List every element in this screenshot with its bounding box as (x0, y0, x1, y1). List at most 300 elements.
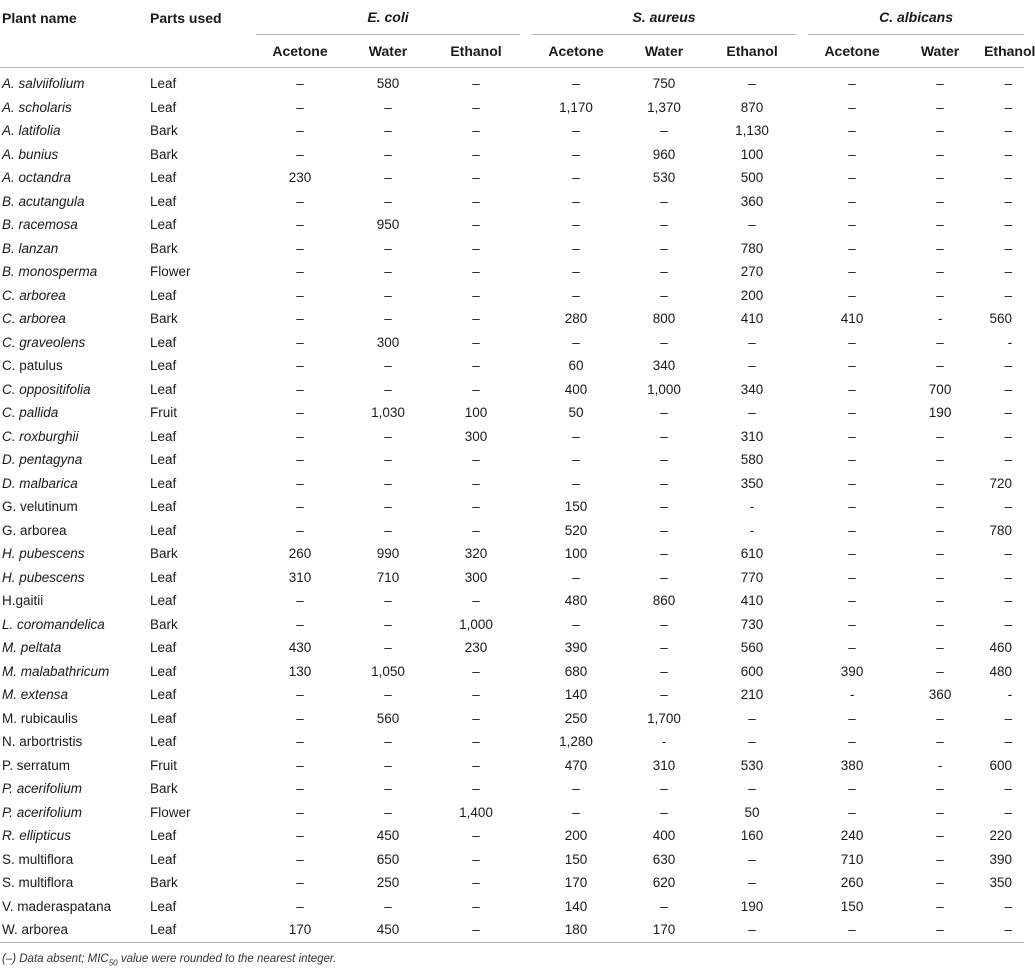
mic-value-cell: – (660, 522, 668, 538)
mic-value-cell: 700 (928, 381, 952, 397)
mic-value-cell: 220 (989, 828, 1013, 844)
mic-value-cell: – (296, 781, 304, 797)
table-row (0, 307, 1024, 331)
mic-value-cell: – (1004, 546, 1013, 562)
mic-value-cell: – (472, 193, 480, 209)
mic-value-cell: 350 (740, 475, 764, 491)
mic-value-cell: 770 (740, 569, 764, 585)
part-used-cell: Leaf (150, 640, 177, 656)
mic-value-cell: - (937, 757, 943, 773)
mic-value-cell: 380 (840, 757, 864, 773)
mic-value-cell: – (848, 217, 856, 233)
mic-value-cell: – (848, 804, 856, 820)
mic-value-cell: – (660, 616, 668, 632)
mic-value-cell: 960 (652, 146, 676, 162)
plant-name-cell: H. pubescens (2, 546, 85, 562)
mic-value-cell: – (748, 875, 756, 891)
mic-value-cell: – (936, 287, 944, 303)
mic-value-cell: – (572, 217, 580, 233)
mic-value-cell: – (848, 710, 856, 726)
mic-value-cell: – (936, 828, 944, 844)
mic-value-cell: – (296, 76, 304, 92)
mic-value-cell: – (384, 898, 392, 914)
mic-value-cell: - (661, 734, 667, 750)
mic-value-cell: – (472, 687, 480, 703)
mic-value-cell: – (936, 475, 944, 491)
plant-name-cell: B. racemosa (2, 217, 78, 233)
mic-value-cell: 450 (344, 918, 432, 942)
mic-value-cell: 50 (568, 405, 584, 421)
mic-value-cell: – (660, 475, 668, 491)
mic-value-cell: – (848, 170, 856, 186)
mic-value-cell: – (748, 217, 756, 233)
mic-value-cell: – (660, 546, 668, 562)
plant-name-cell: C. patulus (2, 358, 63, 374)
mic-value-cell: 260 (288, 546, 312, 562)
mic-value-cell: – (472, 734, 480, 750)
mic-value-cell: – (384, 240, 392, 256)
mic-value-cell: 310 (288, 569, 312, 585)
plant-name-cell: M. rubicaulis (2, 710, 78, 726)
mic-value-cell: – (896, 918, 984, 942)
mic-value-cell: – (1004, 193, 1013, 209)
mic-value-cell: – (572, 146, 580, 162)
mic-value-cell: – (384, 193, 392, 209)
mic-value-cell: 500 (740, 170, 764, 186)
table-row (0, 495, 1024, 519)
mic-value-cell: – (748, 358, 756, 374)
mic-value-cell: – (848, 123, 856, 139)
mic-value-cell: – (472, 264, 480, 280)
solvent-header: Acetone (532, 35, 620, 68)
mic-value-cell: – (1004, 734, 1013, 750)
table-row (0, 260, 1024, 284)
mic-value-cell: – (1004, 123, 1013, 139)
mic-value-cell: - (937, 311, 943, 327)
mic-value-cell: 780 (989, 522, 1013, 538)
table-row (0, 378, 1024, 402)
mic-value-cell: – (748, 851, 756, 867)
mic-value-cell: – (296, 757, 304, 773)
mic-value-cell: – (1004, 616, 1013, 632)
mic-value-cell: 1,280 (559, 734, 593, 750)
plant-name-header: Plant name (2, 10, 77, 26)
mic-value-cell: – (384, 475, 392, 491)
mic-value-cell: 390 (840, 663, 864, 679)
mic-value-cell: – (1004, 381, 1013, 397)
mic-value-cell: – (472, 663, 480, 679)
table-row (0, 119, 1024, 143)
mic-value-cell: – (296, 146, 304, 162)
mic-value-cell: 600 (740, 663, 764, 679)
plant-name-cell: H. pubescens (2, 569, 85, 585)
mic-value-cell: - (749, 522, 755, 538)
mic-value-cell: 190 (928, 405, 952, 421)
mic-value-cell: – (296, 405, 304, 421)
mic-value-cell: – (296, 710, 304, 726)
mic-value-cell: 280 (564, 311, 588, 327)
mic-value-cell: 630 (652, 851, 676, 867)
mic-value-cell: – (660, 781, 668, 797)
mic-value-cell: – (296, 193, 304, 209)
mic-value-cell: 680 (564, 663, 588, 679)
mic-value-cell: - (1007, 334, 1013, 350)
mic-value-cell: – (848, 428, 856, 444)
mic-value-cell: 520 (564, 522, 588, 538)
mic-value-cell: – (296, 311, 304, 327)
mic-value-cell: – (848, 381, 856, 397)
mic-value-cell: – (936, 851, 944, 867)
table-row (0, 68, 1024, 96)
mic-value-cell: – (848, 99, 856, 115)
plant-name-cell: A. octandra (2, 170, 72, 186)
mic-value-cell: – (472, 875, 480, 891)
part-used-cell: Bark (150, 875, 178, 891)
mic-value-cell: 150 (840, 898, 864, 914)
part-used-cell: Leaf (150, 358, 177, 374)
mic-value-cell: – (660, 499, 668, 515)
mic-value-cell: – (848, 358, 856, 374)
mic-value-cell: 350 (989, 875, 1013, 891)
mic-value-cell: – (384, 804, 392, 820)
mic-value-cell: - (749, 499, 755, 515)
mic-value-cell: – (384, 381, 392, 397)
mic-value-cell: – (572, 334, 580, 350)
mic-value-cell: 780 (740, 240, 764, 256)
table-row (0, 166, 1024, 190)
table-row (0, 636, 1024, 660)
mic-value-cell: – (848, 146, 856, 162)
mic-value-cell: – (384, 146, 392, 162)
part-used-cell: Leaf (150, 452, 177, 468)
header-row-groups (0, 0, 1024, 35)
mic-value-cell: – (432, 918, 520, 942)
table-body (0, 68, 1024, 943)
mic-value-cell: – (936, 123, 944, 139)
mic-value-cell: 230 (288, 170, 312, 186)
mic-value-cell: – (848, 76, 856, 92)
mic-value-cell: – (384, 640, 392, 656)
mic-value-cell: – (472, 898, 480, 914)
mic-value-cell: – (572, 569, 580, 585)
mic-value-cell: 300 (464, 569, 488, 585)
mic-value-cell: – (1004, 217, 1013, 233)
mic-value-cell: – (660, 287, 668, 303)
mic-value-cell: – (848, 616, 856, 632)
mic-value-cell: 340 (740, 381, 764, 397)
table-row (0, 143, 1024, 167)
solvent-header: Acetone (256, 35, 344, 68)
mic-value-cell: – (660, 804, 668, 820)
mic-value-cell: 750 (652, 76, 676, 92)
mic-value-cell: 720 (989, 475, 1013, 491)
table-row (0, 824, 1024, 848)
mic-value-cell: – (384, 428, 392, 444)
mic-value-cell: – (1004, 452, 1013, 468)
mic-value-cell: – (1004, 170, 1013, 186)
mic-value-cell: – (472, 710, 480, 726)
mic-value-cell: 200 (564, 828, 588, 844)
part-used-cell: Leaf (150, 663, 177, 679)
mic-value-cell: – (936, 546, 944, 562)
plant-name-cell: P. acerifolium (2, 781, 83, 797)
mic-value-cell: – (472, 287, 480, 303)
plant-name-cell: G. arborea (2, 522, 67, 538)
mic-value-cell: – (472, 757, 480, 773)
part-used-cell: Leaf (150, 569, 177, 585)
mic-value-cell: – (572, 170, 580, 186)
plant-name-cell: C. roxburghii (2, 428, 79, 444)
mic-value-cell: – (384, 452, 392, 468)
mic-value-cell: 450 (376, 828, 400, 844)
mic-value-cell: – (472, 217, 480, 233)
mic-value-cell: 560 (740, 640, 764, 656)
plant-name-cell: A. bunius (2, 146, 59, 162)
part-used-cell: Flower (150, 264, 191, 280)
solvent-header: Ethanol (708, 35, 796, 68)
part-used-cell: Leaf (150, 334, 177, 350)
part-used-cell: Leaf (150, 428, 177, 444)
part-used-cell: Leaf (150, 381, 177, 397)
part-used-cell: Bark (150, 146, 178, 162)
mic-value-cell: – (748, 734, 756, 750)
mic-value-cell: 460 (989, 640, 1013, 656)
mic-value-cell: – (936, 804, 944, 820)
mic-value-cell: – (660, 334, 668, 350)
table-row (0, 237, 1024, 261)
mic-value-cell: – (472, 381, 480, 397)
mic-value-cell: 360 (928, 687, 952, 703)
solvent-header: Ethanol (984, 35, 1024, 68)
mic-value-cell: – (936, 428, 944, 444)
mic-value-cell: – (384, 99, 392, 115)
mic-value-cell: – (572, 264, 580, 280)
mic-value-cell: 1,000 (459, 616, 493, 632)
mic-value-cell: 170 (564, 875, 588, 891)
part-used-cell: Leaf (150, 193, 177, 209)
mic-value-cell: 150 (564, 851, 588, 867)
part-used-cell: Fruit (150, 405, 177, 421)
plant-name-cell: M. malabathricum (2, 663, 110, 679)
mic-value-cell: – (848, 287, 856, 303)
mic-value-cell: – (384, 170, 392, 186)
part-used-cell: Bark (150, 123, 178, 139)
mic-value-cell: – (1004, 804, 1013, 820)
mic-value-cell: 1,130 (735, 123, 769, 139)
mic-value-cell: 100 (564, 546, 588, 562)
table-row (0, 589, 1024, 613)
mic-value-cell: 400 (564, 381, 588, 397)
mic-value-cell: – (1004, 898, 1013, 914)
part-used-cell: Leaf (150, 522, 177, 538)
mic-value-cell: 360 (740, 193, 764, 209)
table-row (0, 801, 1024, 825)
plant-name-cell: M. peltata (2, 640, 62, 656)
footnote-text-end: value were rounded to the nearest integer. (117, 952, 337, 965)
part-used-cell: Leaf (150, 217, 177, 233)
mic-value-cell: 480 (564, 593, 588, 609)
mic-value-cell: – (572, 287, 580, 303)
mic-value-cell: – (748, 334, 756, 350)
mic-value-cell: – (384, 757, 392, 773)
mic-value-cell: 560 (376, 710, 400, 726)
part-used-cell: Leaf (150, 687, 177, 703)
table-row (0, 918, 1024, 942)
mic-value-cell: – (296, 264, 304, 280)
mic-value-cell: – (660, 663, 668, 679)
mic-value-cell: – (748, 405, 756, 421)
mic-value-cell: 950 (376, 217, 400, 233)
table-row (0, 331, 1024, 355)
table-row (0, 213, 1024, 237)
mic-value-cell: 260 (840, 875, 864, 891)
plant-name-cell: N. arbortristis (2, 734, 83, 750)
mic-value-cell: – (472, 358, 480, 374)
mic-value-cell: – (384, 687, 392, 703)
mic-value-cell: 530 (652, 170, 676, 186)
mic-value-cell: 1,050 (371, 663, 405, 679)
mic-value-cell: 340 (652, 358, 676, 374)
mic-value-cell: 410 (840, 311, 864, 327)
mic-value-cell: 190 (740, 898, 764, 914)
table-row (0, 542, 1024, 566)
plant-name-cell: D. pentagyna (2, 452, 83, 468)
mic-value-cell: – (472, 146, 480, 162)
part-used-cell: Bark (150, 616, 178, 632)
mic-value-cell: – (296, 452, 304, 468)
part-used-cell: Leaf (150, 593, 177, 609)
plant-name-cell: V. maderaspatana (2, 898, 112, 914)
part-used-cell: Flower (150, 804, 191, 820)
plant-name-cell: S. multiflora (2, 851, 74, 867)
mic-value-cell: – (472, 522, 480, 538)
mic-value-cell: – (384, 264, 392, 280)
mic-value-cell: 250 (564, 710, 588, 726)
mic-value-cell: - (1007, 687, 1013, 703)
mic-value-cell: – (808, 918, 896, 942)
solvent-header: Water (344, 35, 432, 68)
mic-value-cell: – (472, 452, 480, 468)
mic-value-cell: 180 (532, 918, 620, 942)
group-header-saureus: S. aureus (532, 0, 796, 35)
mic-value-cell: – (848, 264, 856, 280)
mic-value-cell: – (296, 217, 304, 233)
mic-value-cell: – (848, 193, 856, 209)
mic-value-cell: – (660, 240, 668, 256)
part-used-cell: Leaf (150, 851, 177, 867)
part-used-cell: Leaf (150, 734, 177, 750)
plant-name-cell: C. arborea (2, 311, 66, 327)
table-row (0, 730, 1024, 754)
table-row (0, 777, 1024, 801)
plant-name-cell: L. coromandelica (2, 616, 105, 632)
mic-value-cell: – (936, 781, 944, 797)
mic-value-cell: – (472, 123, 480, 139)
table-row (0, 448, 1024, 472)
table-row (0, 284, 1024, 308)
plant-name-cell: B. lanzan (2, 240, 59, 256)
plant-name-cell: D. malbarica (2, 475, 78, 491)
mic-value-cell: 1,400 (459, 804, 493, 820)
mic-value-cell: 400 (652, 828, 676, 844)
part-used-cell: Leaf (150, 710, 177, 726)
table-row (0, 660, 1024, 684)
mic-value-cell: 130 (288, 663, 312, 679)
mic-value-cell: – (472, 240, 480, 256)
plant-name-cell: W. arborea (0, 918, 148, 942)
mic-value-cell: 300 (376, 334, 400, 350)
mic-value-cell: – (384, 781, 392, 797)
table-row (0, 707, 1024, 731)
part-used-cell: Bark (150, 240, 178, 256)
plant-name-cell: G. velutinum (2, 499, 78, 515)
table-row (0, 754, 1024, 778)
plant-name-cell: R. ellipticus (2, 828, 72, 844)
mic-value-cell: 410 (740, 593, 764, 609)
plant-name-cell: C. graveolens (2, 334, 86, 350)
mic-value-cell: – (936, 875, 944, 891)
mic-value-cell: – (848, 522, 856, 538)
mic-value-cell: – (660, 217, 668, 233)
mic-value-cell: – (848, 781, 856, 797)
mic-value-cell: 390 (564, 640, 588, 656)
mic-value-cell: – (296, 828, 304, 844)
mic-value-cell: – (936, 193, 944, 209)
mic-value-cell: – (660, 193, 668, 209)
mic-value-cell: – (1004, 76, 1013, 92)
mic-value-cell: – (660, 640, 668, 656)
mic-value-cell: 50 (744, 804, 760, 820)
mic-value-cell: – (936, 522, 944, 538)
mic-value-cell: – (384, 616, 392, 632)
mic-value-cell: – (848, 240, 856, 256)
mic-value-cell: 140 (564, 687, 588, 703)
mic-value-cell: – (936, 334, 944, 350)
part-used-cell: Bark (150, 781, 178, 797)
mic-value-cell: 530 (740, 757, 764, 773)
mic-value-cell: – (748, 710, 756, 726)
mic-value-cell: – (296, 522, 304, 538)
mic-value-cell: 610 (740, 546, 764, 562)
mic-value-cell: – (296, 898, 304, 914)
mic-value-cell: – (1004, 146, 1013, 162)
mic-value-cell: – (660, 123, 668, 139)
mic-value-cell: – (1004, 240, 1013, 256)
table-row (0, 895, 1024, 919)
mic-value-cell: – (1004, 710, 1013, 726)
table-row (0, 190, 1024, 214)
plant-name-cell: P. acerifolium (2, 804, 83, 820)
mic-value-cell: – (384, 358, 392, 374)
mic-value-cell: 100 (740, 146, 764, 162)
mic-value-cell: 170 (256, 918, 344, 942)
table-row (0, 519, 1024, 543)
mic-value-cell: – (296, 358, 304, 374)
mic-value-cell: – (936, 499, 944, 515)
mic-value-cell: – (1004, 99, 1013, 115)
mic-value-cell: – (472, 76, 480, 92)
group-header-calbicans: C. albicans (808, 0, 1024, 35)
mic-value-cell: 270 (740, 264, 764, 280)
mic-value-cell: – (936, 99, 944, 115)
mic-value-cell: – (296, 804, 304, 820)
mic-value-cell: – (472, 170, 480, 186)
mic-value-cell: – (572, 76, 580, 92)
mic-value-cell: – (296, 499, 304, 515)
mic-value-cell: 390 (989, 851, 1013, 867)
mic-value-cell: 710 (376, 569, 400, 585)
mic-value-cell: 600 (989, 757, 1013, 773)
